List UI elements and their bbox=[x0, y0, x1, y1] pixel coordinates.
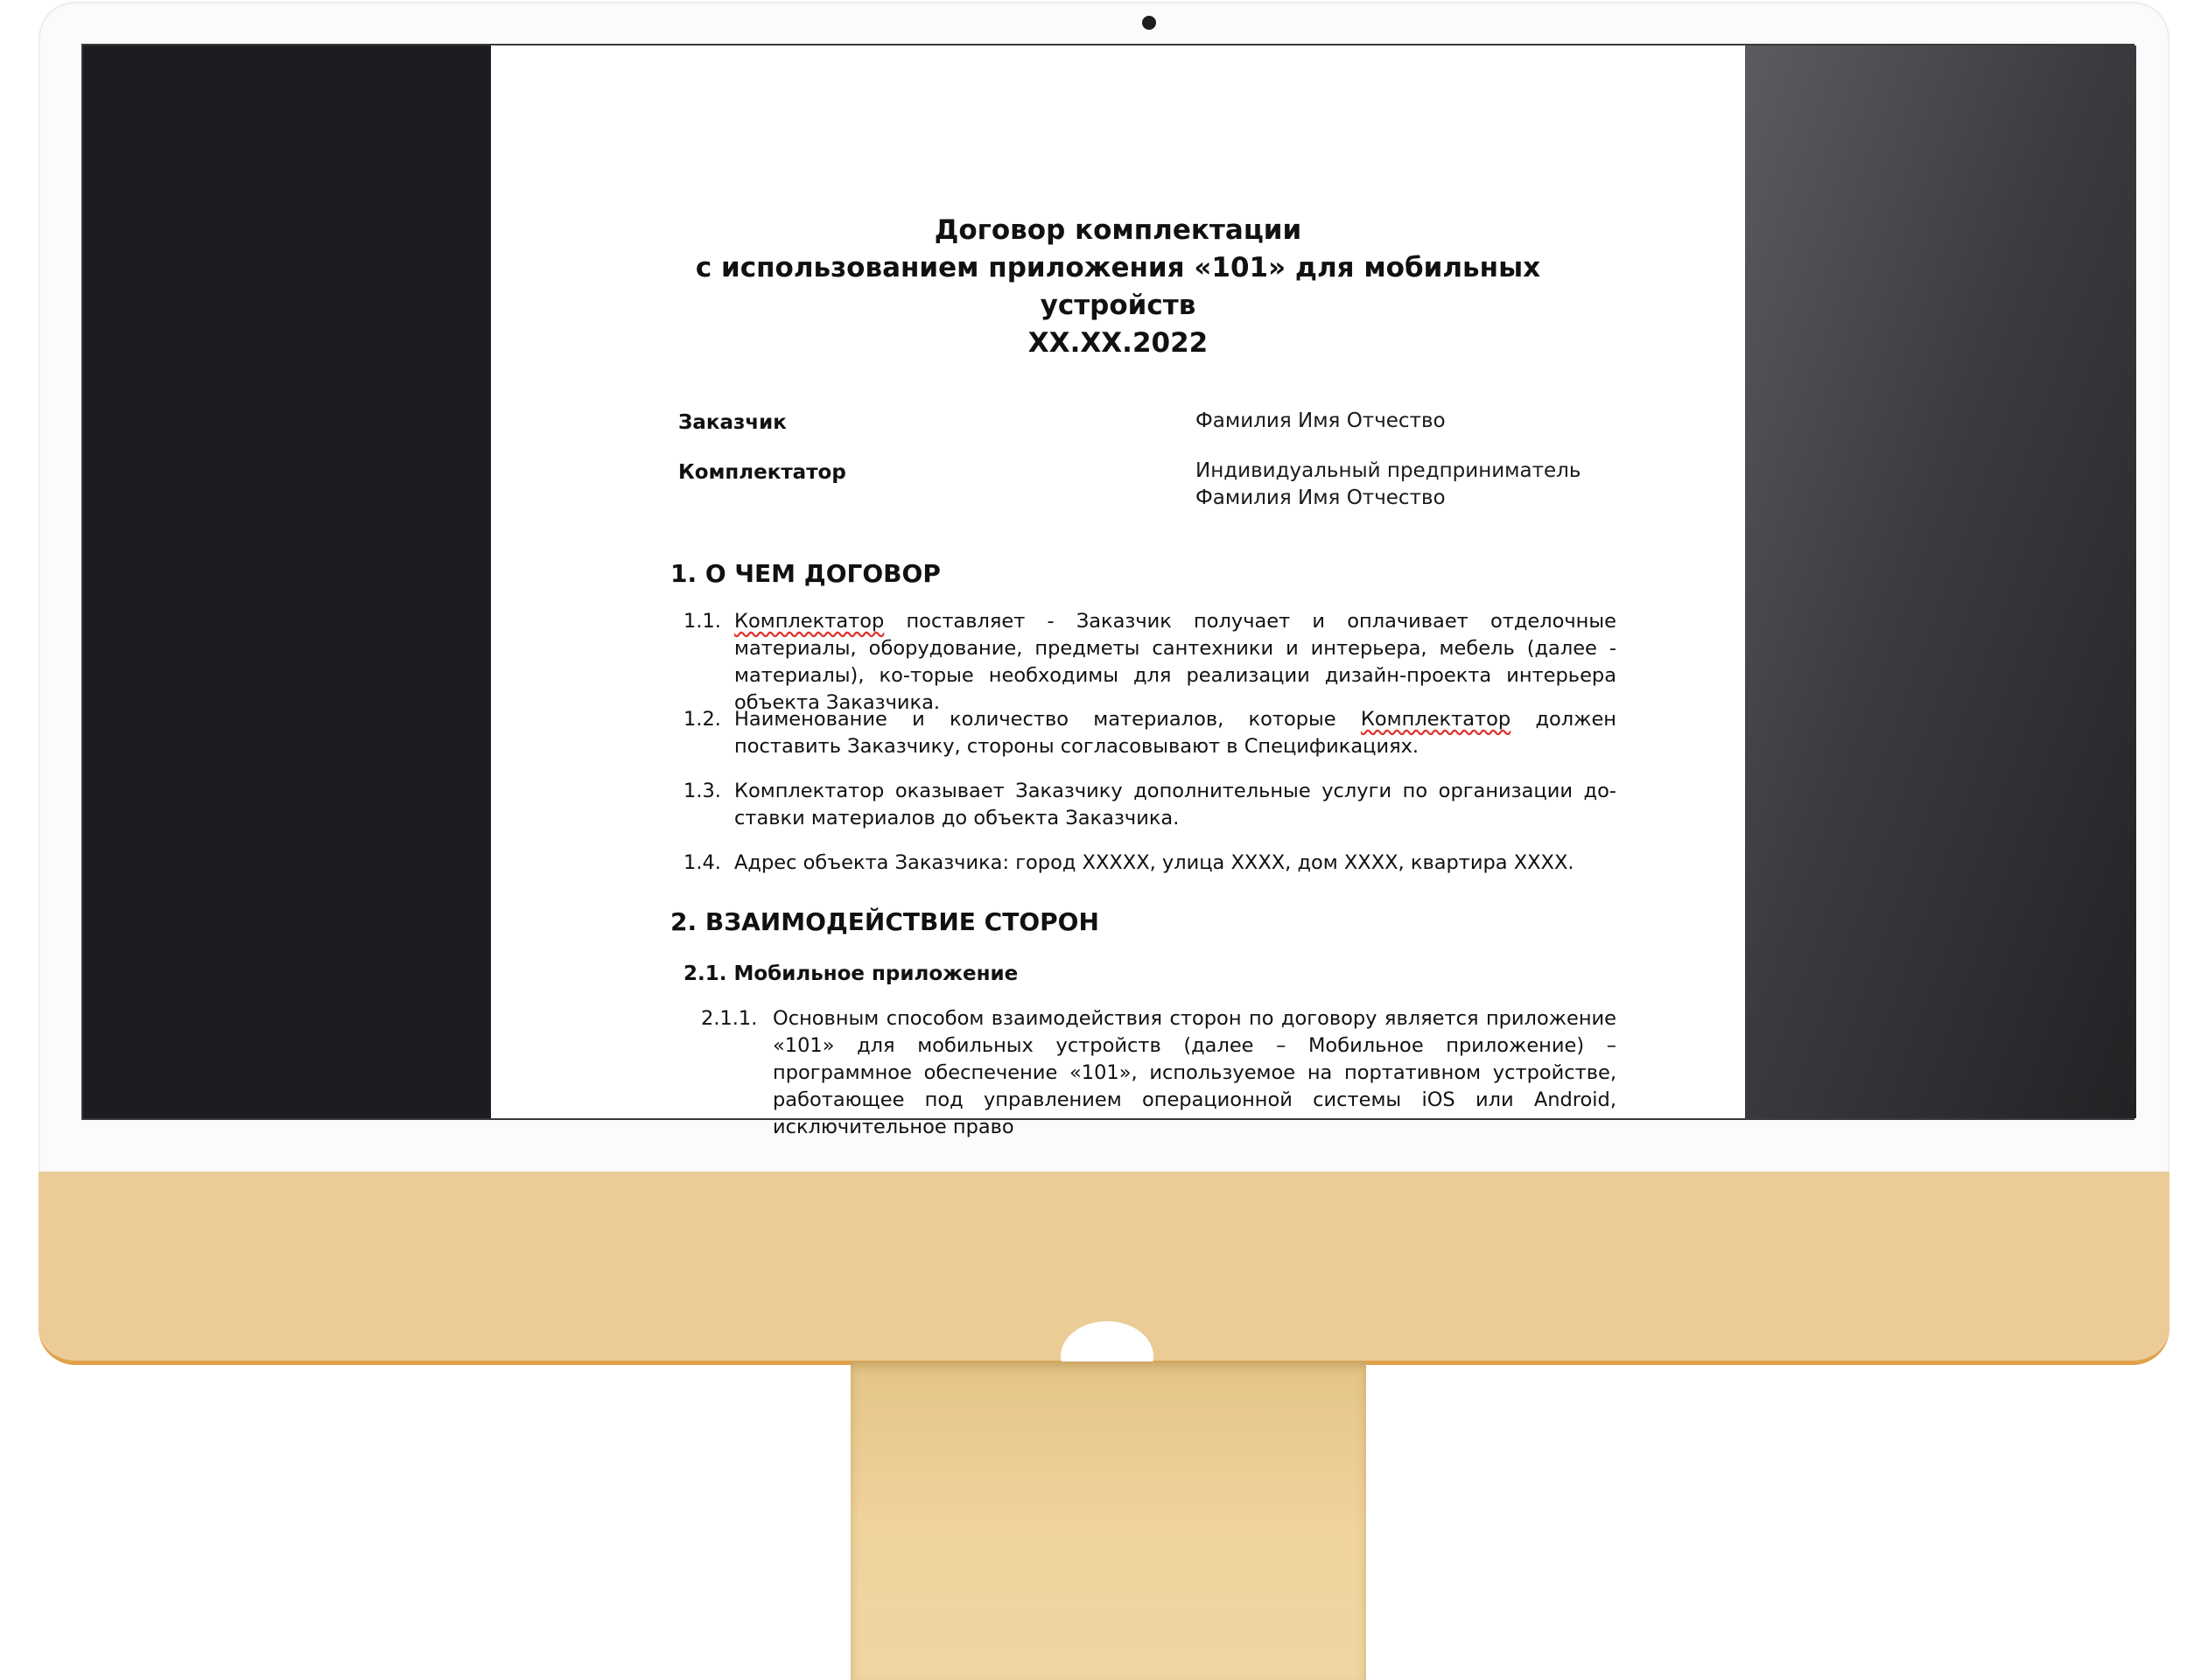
document-page[interactable] bbox=[491, 46, 1745, 1138]
clause-number: 1.4. bbox=[683, 851, 721, 874]
clause-text: Адрес объекта Заказчика: город XXXXX, улица XXXX, дом XXXX, квартира XXXX. bbox=[734, 851, 1574, 874]
document-title bbox=[491, 212, 1745, 362]
title-line: Договор комплектации bbox=[934, 214, 1302, 246]
misspelled-word[interactable]: Комплектатор bbox=[1360, 708, 1511, 731]
supplier-label: Комплектатор bbox=[678, 461, 846, 484]
title-line: с использованием приложения «101» для мобильных bbox=[695, 252, 1541, 284]
clause-number: 1.3. bbox=[683, 780, 721, 802]
supplier-value bbox=[1195, 458, 1581, 512]
supplier-value-line: Индивидуальный предприниматель bbox=[1195, 459, 1581, 482]
supplier-value-line: Фамилия Имя Отчество bbox=[1195, 486, 1446, 509]
camera-icon bbox=[1142, 16, 1156, 30]
title-date: XX.XX.2022 bbox=[1027, 327, 1209, 359]
clause-text bbox=[734, 608, 1616, 717]
misspelled-word[interactable]: Комплектатор bbox=[734, 610, 885, 633]
clause-text bbox=[734, 706, 1616, 760]
clause-text: Комплектатор оказывает Заказчику дополнительные услуги по организации до-ставки материалов до объекта Заказчика. bbox=[734, 780, 1616, 830]
left-dark-panel bbox=[83, 46, 491, 1118]
clause-text-part: Наименование и количество материалов, которые bbox=[734, 708, 1361, 731]
subsection-2-1-heading: 2.1. Мобильное приложение bbox=[683, 962, 1019, 985]
monitor-screen bbox=[81, 44, 2134, 1138]
customer-label: Заказчик bbox=[678, 411, 787, 434]
clause-text: Основным способом взаимодействия сторон по договору является приложение «101» для мобильных устройств (далее – Мобильное приложение) – программное обеспечение «101», используемое на портативном устройстве, работающее под управлением операционной системы iOS или Android, исключительное право bbox=[773, 1007, 1616, 1138]
clause-number: 1.2. bbox=[683, 708, 721, 731]
clause-number: 1.1. bbox=[683, 610, 721, 633]
monitor-stand bbox=[851, 1362, 1366, 1680]
clause-text-part: должен поставить Заказчику, стороны согласовывают в Спецификациях. bbox=[734, 708, 1616, 758]
clause-text-part: поставляет - Заказчик получает и оплачивает отделочные материалы, оборудование, предметы сантехники и интерьера, мебель (далее - материалы), ко-торые необходимы для реализации дизайн-проекта интерьера объекта Заказчика. bbox=[734, 610, 1616, 714]
section-1-heading: 1. О ЧЕМ ДОГОВОР bbox=[670, 559, 941, 588]
section-2-heading: 2. ВЗАИМОДЕЙСТВИЕ СТОРОН bbox=[670, 907, 1099, 936]
title-line: устройств bbox=[1040, 290, 1196, 321]
right-dark-panel bbox=[1745, 46, 2136, 1118]
customer-value: Фамилия Имя Отчество bbox=[1195, 410, 1446, 432]
clause-number: 2.1.1. bbox=[701, 1007, 758, 1030]
